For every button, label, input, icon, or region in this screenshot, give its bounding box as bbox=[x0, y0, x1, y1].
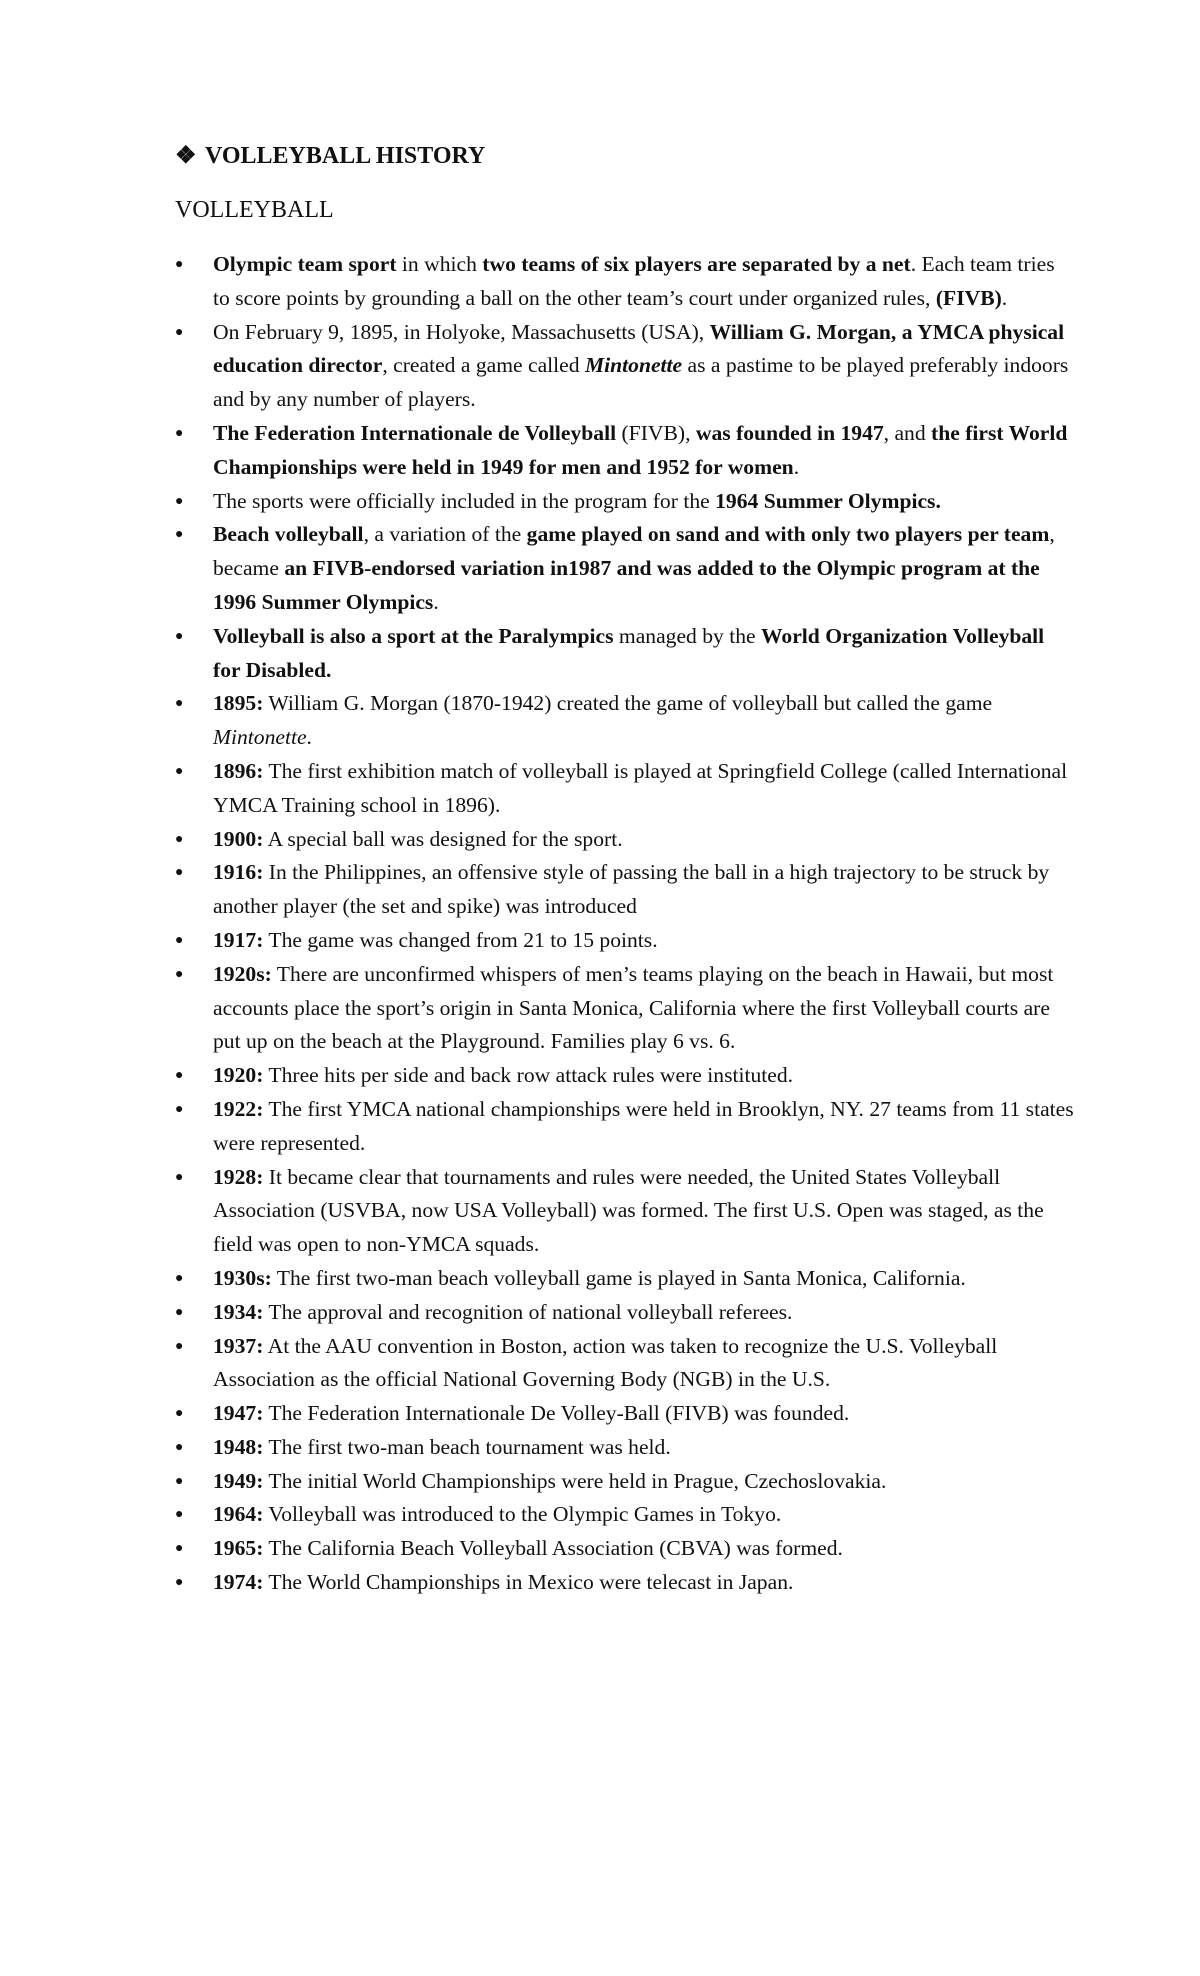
four-diamond-bullet-icon: ❖ bbox=[175, 143, 197, 169]
bullet-icon: ● bbox=[175, 696, 184, 712]
list-item bbox=[175, 1161, 1075, 1262]
bullet-icon: ● bbox=[175, 527, 184, 543]
list-item-text: Olympic team sport bbox=[213, 252, 397, 276]
list-item bbox=[175, 687, 1075, 755]
bullet-icon: ● bbox=[175, 932, 184, 948]
history-bullet-list bbox=[175, 248, 1075, 1600]
document-content bbox=[175, 140, 1075, 1600]
bullet-icon: ● bbox=[175, 1101, 184, 1117]
list-item-text: Three hits per side and back row attack rules were instituted. bbox=[263, 1063, 794, 1088]
list-item-text: Volleyball was introduced to the Olympic Games in Tokyo. bbox=[263, 1502, 782, 1527]
list-item-text: Volleyball is also a sport at the Paralympics bbox=[213, 623, 614, 648]
list-item-text: 1920: bbox=[213, 1063, 264, 1088]
list-item-text: The first two-man beach tournament was held. bbox=[263, 1434, 671, 1459]
list-item-text: (FIVB), bbox=[616, 420, 696, 445]
list-item-text: 1916: bbox=[213, 860, 264, 885]
bullet-icon: ● bbox=[175, 628, 184, 644]
bullet-icon: ● bbox=[175, 1541, 184, 1557]
list-item-text: the first World Championships were held in 1949 for men and 1952 for women bbox=[213, 420, 1068, 479]
list-item-text: The sports were officially included in the program for the bbox=[213, 488, 716, 513]
list-item bbox=[175, 856, 1075, 924]
document-title bbox=[175, 140, 1075, 172]
list-item-text: , created a game called bbox=[382, 353, 585, 378]
list-item-text: . bbox=[433, 589, 439, 614]
bullet-icon: ● bbox=[175, 865, 184, 881]
list-item-text: . Each team tries to score points by grounding a ball on the other team’s court under organized rules, bbox=[213, 252, 1055, 310]
bullet-icon: ● bbox=[175, 1270, 184, 1286]
list-item-text: 1917: bbox=[213, 927, 264, 952]
bullet-icon: ● bbox=[175, 1068, 184, 1084]
list-item-text: Mintonette bbox=[213, 725, 307, 750]
list-item-text: A special ball was designed for the sport. bbox=[263, 826, 623, 851]
list-item-text: Beach volleyball bbox=[213, 522, 364, 547]
list-item-text: William G. Morgan, a YMCA physical education director bbox=[213, 319, 1065, 378]
list-item bbox=[175, 823, 1075, 857]
list-item-text: The first two-man beach volleyball game is played in Santa Monica, California. bbox=[271, 1265, 966, 1290]
list-item-text: On February 9, 1895, in Holyoke, Massachusetts (USA), bbox=[213, 319, 710, 344]
list-item-text: . bbox=[793, 454, 800, 479]
list-item-text: an FIVB-endorsed variation in1987 and was added to the Olympic program at the 1996 Summer Olympics bbox=[213, 556, 1040, 614]
list-item bbox=[175, 1296, 1075, 1330]
list-item-text: World Organization Volleyball for Disabled. bbox=[213, 623, 1045, 682]
list-item-text: The first YMCA national championships were held in Brooklyn, NY. 27 teams from 11 states were represented. bbox=[213, 1096, 1074, 1155]
list-item-text: The California Beach Volleyball Association (CBVA) was formed. bbox=[263, 1536, 843, 1561]
bullet-icon: ● bbox=[175, 966, 184, 982]
bullet-icon: ● bbox=[175, 493, 184, 509]
list-item-text: Mintonette bbox=[584, 353, 683, 378]
bullet-icon: ● bbox=[175, 763, 184, 779]
list-item-text: It became clear that tournaments and rules were needed, the United States Volleyball Association (USVBA, now USA Volleyball) was formed. The first U.S. Open was staged, as the field was open to non-YMCA squads. bbox=[213, 1164, 1044, 1257]
list-item-text: game played on sand and with only two players per team bbox=[526, 522, 1050, 547]
list-item-text: 1928: bbox=[213, 1164, 264, 1189]
bullet-icon: ● bbox=[175, 1169, 184, 1185]
list-item-text: 1974: bbox=[213, 1570, 264, 1595]
list-item-text: as a pastime to be played preferably indoors and by any number of players. bbox=[213, 353, 1069, 412]
bullet-icon: ● bbox=[175, 1406, 184, 1422]
bullet-icon: ● bbox=[175, 324, 184, 340]
list-item-text: . bbox=[306, 725, 312, 750]
bullet-icon: ● bbox=[175, 425, 184, 441]
bullet-icon: ● bbox=[175, 1439, 184, 1455]
list-item-text: (FIVB) bbox=[935, 285, 1002, 310]
list-item-text: in which bbox=[396, 252, 483, 276]
list-item-text: , a variation of the bbox=[363, 522, 527, 547]
list-item bbox=[175, 248, 1075, 316]
list-item bbox=[175, 1431, 1075, 1465]
document-title-text: VOLLEYBALL HISTORY bbox=[205, 143, 486, 169]
list-item bbox=[175, 1093, 1075, 1161]
list-item-text: 1949: bbox=[213, 1468, 264, 1493]
list-item-text: 1896: bbox=[213, 758, 264, 783]
list-item-text: The Federation Internationale De Volley-Ball (FIVB) was founded. bbox=[263, 1401, 850, 1426]
list-item-text: , and bbox=[883, 420, 932, 445]
list-item-text: managed by the bbox=[613, 623, 762, 648]
list-item bbox=[175, 1566, 1075, 1600]
list-item-text: 1895: bbox=[213, 691, 264, 716]
list-item-text: There are unconfirmed whispers of men’s teams playing on the beach in Hawaii, but most accounts place the sport’s origin in Santa Monica, California where the first Volleyball courts are put up on the beach at the Playground. Families play 6 vs. 6. bbox=[213, 961, 1054, 1054]
list-item-text: 1964: bbox=[213, 1502, 264, 1527]
list-item-text: The initial World Championships were held in Prague, Czechoslovakia. bbox=[263, 1468, 887, 1493]
list-item-text: 1947: bbox=[213, 1401, 264, 1426]
list-item-text: The first exhibition match of volleyball is played at Springfield College (called International YMCA Training school in 1896). bbox=[213, 758, 1068, 817]
list-item-text: two teams of six players are separated by a net bbox=[482, 252, 911, 276]
list-item-text: 1934: bbox=[213, 1299, 264, 1324]
list-item-text: William G. Morgan (1870-1942) created the game of volleyball but called the game bbox=[263, 691, 993, 716]
bullet-icon: ● bbox=[175, 831, 184, 847]
list-item bbox=[175, 924, 1075, 958]
list-item-text: The Federation Internationale de Volleyball bbox=[213, 420, 617, 445]
list-item bbox=[175, 958, 1075, 1059]
list-item-text: The game was changed from 21 to 15 points. bbox=[263, 927, 658, 952]
list-item-text: 1948: bbox=[213, 1434, 264, 1459]
list-item-text: was founded in 1947 bbox=[695, 420, 884, 445]
list-item bbox=[175, 620, 1075, 688]
list-item-text: In the Philippines, an offensive style of passing the ball in a high trajectory to be struck by another player (the set and spike) was introduced bbox=[213, 860, 1050, 919]
list-item bbox=[175, 1059, 1075, 1093]
list-item bbox=[175, 417, 1075, 485]
section-heading: VOLLEYBALL bbox=[175, 197, 334, 223]
list-item-text: . bbox=[1001, 285, 1008, 310]
list-item bbox=[175, 1330, 1075, 1398]
bullet-icon: ● bbox=[175, 1338, 184, 1354]
list-item-text: 1965: bbox=[213, 1536, 264, 1561]
list-item bbox=[175, 485, 1075, 519]
list-item-text: , became bbox=[213, 522, 1055, 581]
bullet-icon: ● bbox=[175, 1575, 184, 1591]
bullet-icon: ● bbox=[175, 257, 184, 272]
list-item-text: 1920s: bbox=[213, 961, 272, 986]
bullet-icon: ● bbox=[175, 1473, 184, 1489]
list-item-text: At the AAU convention in Boston, action was taken to recognize the U.S. Volleyball Association as the official National Governing Body (NGB) in the U.S. bbox=[213, 1333, 998, 1392]
list-item-text: The approval and recognition of national volleyball referees. bbox=[263, 1299, 793, 1324]
list-item bbox=[175, 1262, 1075, 1296]
list-item bbox=[175, 1532, 1075, 1566]
list-item bbox=[175, 518, 1075, 619]
list-item-text: 1922: bbox=[213, 1096, 264, 1121]
list-item-text: 1937: bbox=[213, 1333, 264, 1358]
list-item bbox=[175, 1465, 1075, 1499]
list-item-text: 1900: bbox=[213, 826, 264, 851]
list-item bbox=[175, 1397, 1075, 1431]
list-item bbox=[175, 316, 1075, 417]
list-item bbox=[175, 1498, 1075, 1532]
list-item bbox=[175, 755, 1075, 823]
list-item-text: 1930s: bbox=[213, 1265, 272, 1290]
list-item-text: 1964 Summer Olympics. bbox=[715, 488, 941, 513]
list-item-text: The World Championships in Mexico were telecast in Japan. bbox=[263, 1570, 794, 1595]
bullet-icon: ● bbox=[175, 1507, 184, 1523]
bullet-icon: ● bbox=[175, 1304, 184, 1320]
